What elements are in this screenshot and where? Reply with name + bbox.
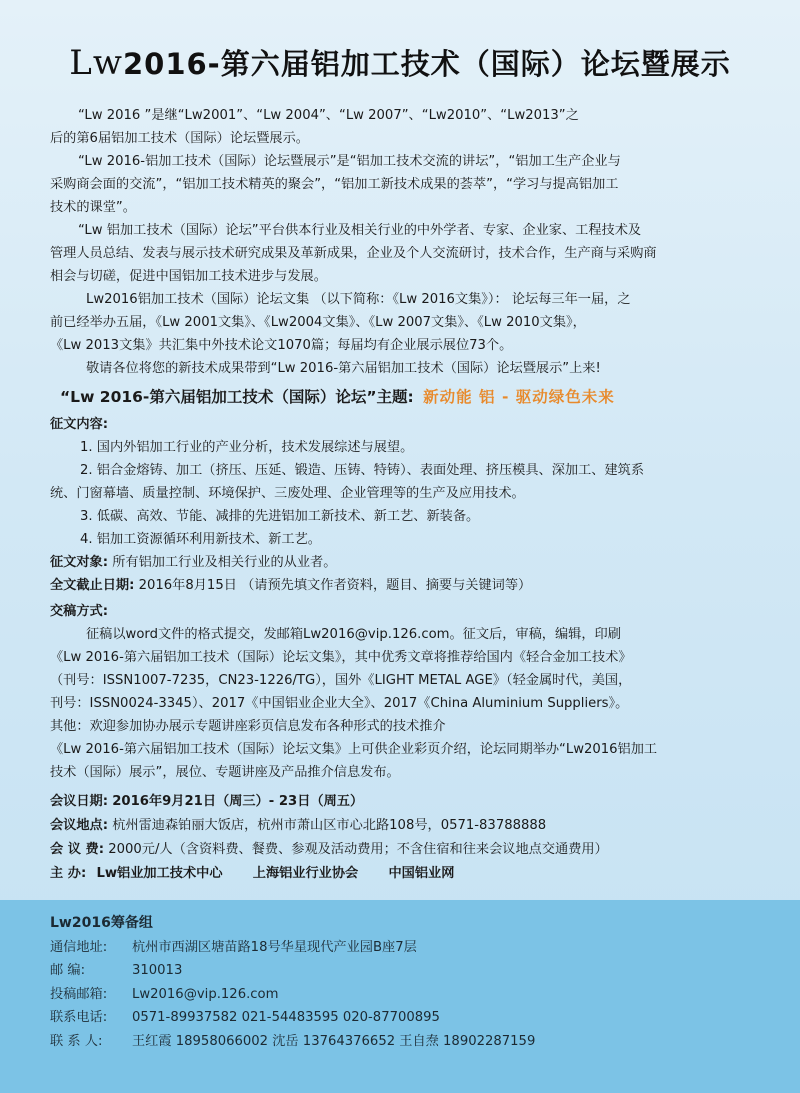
submission-line: 其他：欢迎参加协办展示专题讲座彩页信息发布各种形式的技术推介 (50, 719, 446, 734)
call-item: 1. 国内外铝加工行业的产业分析，技术发展综述与展望。 (80, 440, 414, 455)
meeting-date (50, 790, 760, 814)
contact-value: 王红霞 18958066002 沈岳 13764376652 王自焘 18902287159 (132, 1033, 536, 1049)
intro-line: 相会与切磋，促进中国铝加工技术进步与发展。 (50, 269, 327, 284)
fee-label: 会 议 费: (50, 842, 105, 857)
call-target (50, 551, 760, 574)
submission-line: 《Lw 2016-第六届铝加工技术（国际）论坛文集》，其中优秀文章将推荐给国内《轻合金加工技术》 (50, 650, 632, 665)
intro-line: “Lw 2016 ”是继“Lw2001”、“Lw 2004”、“Lw 2007”、“Lw2010”、“Lw2013”之 (78, 108, 579, 123)
contact-footer (0, 900, 800, 1093)
call-heading: 征文内容: (50, 417, 109, 432)
fee-value: 2000元/人（含资料费、餐费、参观及活动费用；不含住宿和往来会议地点交通费用） (108, 842, 608, 857)
submission-line: 《Lw 2016-第六届铝加工技术（国际）论坛文集》上可供企业彩页介绍，论坛同期举办“Lw2016铝加工 (50, 742, 658, 757)
intro-section (50, 104, 750, 380)
intro-line: 《Lw 2013文集》共汇集中外技术论文1070篇；每届均有企业展示展位73个。 (50, 338, 513, 353)
host-1: Lw铝业加工技术中心 (96, 866, 223, 881)
footer-address (50, 936, 535, 960)
meeting-venue (50, 814, 760, 838)
submission-line: 刊号：ISSN0024-3345）、2017《中国铝业企业大全》、2017《China Aluminium Suppliers》。 (50, 696, 629, 711)
target-value: 所有铝加工行业及相关行业的从业者。 (112, 555, 337, 570)
submission-line: 技术（国际）展示”，展位、专题讲座及产品推介信息发布。 (50, 765, 400, 780)
host-3: 中国铝业网 (388, 866, 455, 881)
title-logo-text: Lw (69, 43, 123, 83)
host-2: 上海铝业行业协会 (252, 866, 359, 881)
call-item: 3. 低碳、高效、节能、减排的先进铝加工新技术、新工艺、新装备。 (80, 509, 480, 524)
footer-post (50, 959, 535, 983)
email-value[interactable]: Lw2016@vip.126.com (132, 986, 279, 1002)
submission-line: （刊号：ISSN1007-7235，CN23-1226/TG），国外《LIGHT METAL AGE》（轻金属时代，美国， (50, 673, 632, 688)
email-label: 投稿邮箱: (50, 986, 108, 1002)
call-item: 4. 铝加工资源循环利用新技术、新工艺。 (80, 532, 321, 547)
call-for-papers (50, 413, 760, 597)
intro-line: 采购商会面的交流”，“铝加工技术精英的聚会”，“铝加工新技术成果的荟萃”，“学习与提高铝加工 (50, 177, 619, 192)
phone-label: 联系电话: (50, 1010, 108, 1025)
target-label: 征文对象: (50, 555, 109, 570)
deadline-value: 2016年8月15日 （请预先填文作者资料，题目、摘要与关键词等） (138, 578, 532, 593)
address-label: 通信地址: (50, 939, 108, 955)
venue-label: 会议地点: (50, 818, 109, 833)
meeting-host (50, 862, 760, 886)
intro-line: 前已经举办五届，《Lw 2001文集》、《Lw2004文集》、《Lw 2007文集》、《Lw 2010文集》， (50, 315, 586, 330)
address-value: 杭州市西湖区塘苗路18号华星现代产业园B座7层 (132, 939, 417, 955)
call-items (50, 436, 760, 551)
phone-value: 0571-89937582 021-54483595 020-87700895 (132, 1010, 440, 1025)
theme-highlight: 新动能 铝 - 驱动绿色未来 (423, 388, 615, 406)
footer-contact (50, 1030, 535, 1054)
intro-line: 敬请各位将您的新技术成果带到“Lw 2016-第六届铝加工技术（国际）论坛暨展示”上来! (86, 361, 601, 376)
footer-phone (50, 1006, 535, 1030)
submission-section (50, 600, 760, 784)
theme-label: “Lw 2016-第六届铝加工技术（国际）论坛”主题: (60, 388, 414, 406)
venue-value: 杭州雷迪森铂丽大饭店，杭州市萧山区市心北路108号，0571-83788888 (112, 818, 547, 833)
call-deadline (50, 574, 760, 597)
forum-theme (60, 385, 615, 407)
host-label: 主 办: (50, 866, 87, 881)
post-value: 310013 (132, 963, 183, 978)
post-label: 邮 编: (50, 963, 86, 978)
page-title (0, 42, 800, 83)
submission-line: 征稿以word文件的格式提交，发邮箱Lw2016@vip.126.com。征文后，审稿，编辑，印刷 (86, 627, 621, 642)
intro-line: “Lw 2016-铝加工技术（国际）论坛暨展示”是“铝加工技术交流的讲坛”，“铝加工生产企业与 (78, 154, 621, 169)
contact-label: 联 系 人: (50, 1033, 103, 1049)
intro-line: 技术的课堂”。 (50, 200, 136, 215)
intro-line: Lw2016铝加工技术（国际）论坛文集 （以下简称：《Lw 2016文集》）： 论坛每三年一届，之 (86, 292, 631, 307)
date-value: 2016年9月21日（周三）- 23日（周五） (112, 794, 364, 809)
deadline-label: 全文截止日期: (50, 578, 135, 593)
submission-heading: 交稿方式: (50, 604, 109, 619)
footer-org: Lw2016筹备组 (50, 915, 153, 931)
intro-line: 后的第6届铝加工技术（国际）论坛暨展示。 (50, 131, 309, 146)
intro-line: “Lw 铝加工技术（国际）论坛”平台供本行业及相关行业的中外学者、专家、企业家、工程技术及 (78, 223, 642, 238)
title-text: 2016-第六届铝加工技术（国际）论坛暨展示 (122, 47, 731, 81)
date-label: 会议日期: (50, 794, 109, 809)
call-item: 统、门窗幕墙、质量控制、环境保护、三废处理、企业管理等的生产及应用技术。 (50, 486, 525, 501)
footer-email (50, 983, 535, 1007)
intro-line: 管理人员总结、发表与展示技术研究成果及革新成果，企业及个人交流研讨，技术合作，生产商与采购商 (50, 246, 657, 261)
call-item: 2. 铝合金熔铸、加工（挤压、压延、锻造、压铸、特铸）、表面处理、挤压模具、深加工、建筑系 (80, 463, 645, 478)
meeting-info (50, 790, 760, 886)
meeting-fee (50, 838, 760, 862)
